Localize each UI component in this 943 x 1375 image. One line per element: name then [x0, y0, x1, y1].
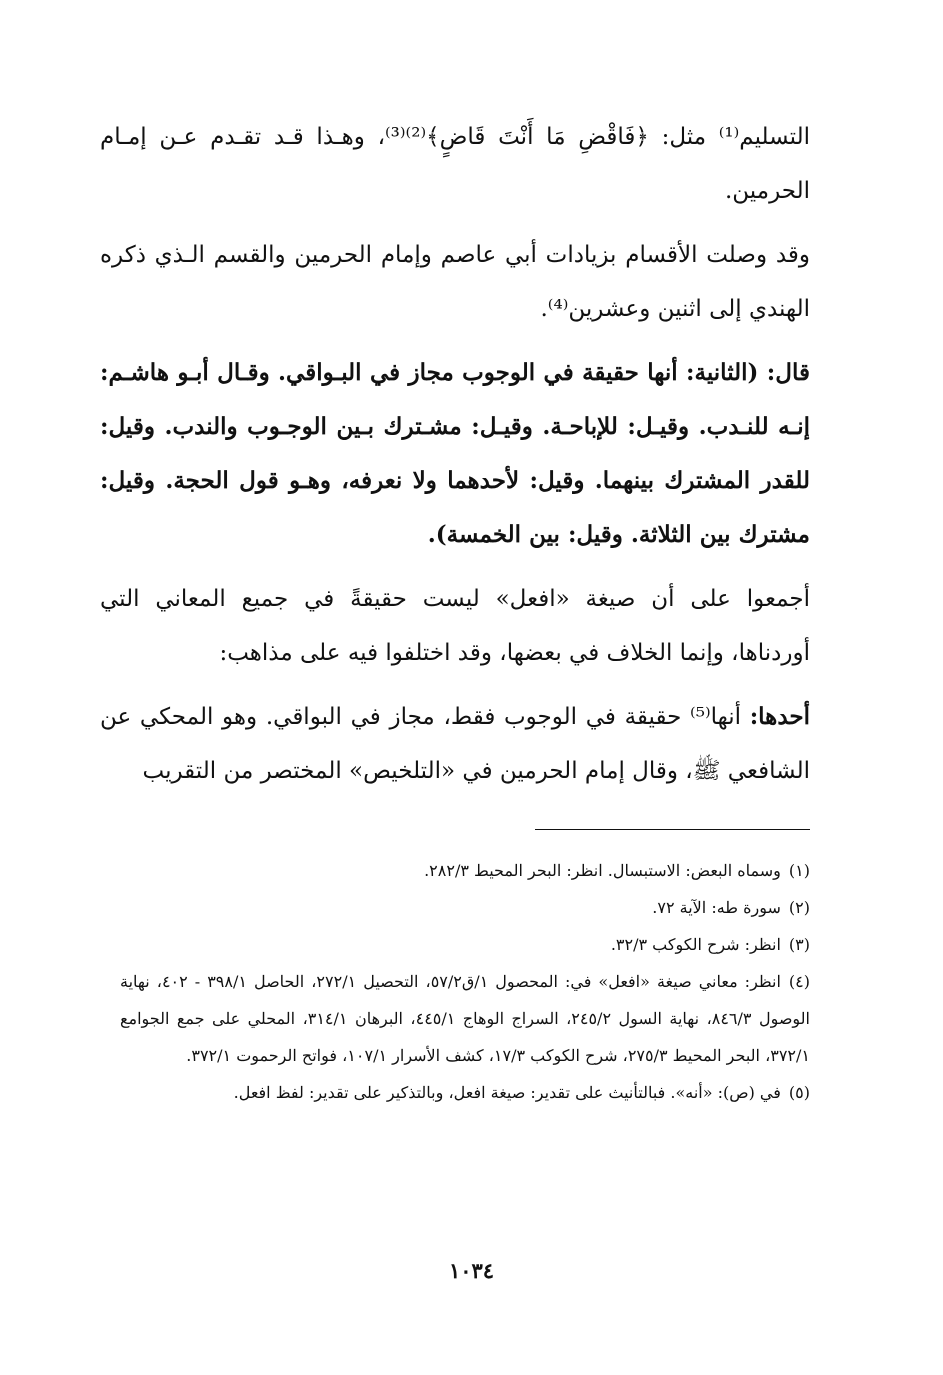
footnote-text: انظر: معاني صيغة «افعل» في: المحصول ١/ق٥٧/٢، التحصيل ٢٧٢/١، الحاصل ٣٩٨/١ - ٤٠٢، نهاية الوصول ٨٤٦/٣، نهاية السول ٢٤٥/٢، السراج الوهاج ٤٤٥/١، البرهان ٣١٤/١، المحلي على جمع الجوامع ٣٧٢/١، البحر المحيط ٢٧٥/٣، شرح الكوكب ١٧/٣، كشف الأسرار ١٠٧/١، فواتح الرحموت ٣٧٢/١. — [120, 972, 811, 1065]
page-number: ١٠٣٤ — [448, 1258, 495, 1283]
footnotes — [120, 852, 810, 1111]
footnote-5 — [120, 1074, 810, 1111]
paragraph-1: التسليم⁽¹⁾ مثل: ﴿فَاقْضِ مَا أَنْتَ قَاضٍ﴾⁽²⁾⁽³⁾، وهـذا قـد تقـدم عـن إمـام الحرمين. — [100, 124, 810, 204]
paragraph-5 — [100, 690, 810, 798]
footnote-number: (٥) — [788, 1083, 810, 1102]
main-text — [100, 110, 810, 798]
paragraph-5-body: أنها⁽⁵⁾ حقيقة في الوجوب فقط، مجاز في البواقي. وهو المحكي عن الشافعي ﷺ، وقال إمام الحرمين في «التلخيص» المختصر من التقريب — [100, 704, 810, 784]
footnote-text: سورة طه: الآية ٧٢. — [652, 898, 781, 917]
paragraph-2: وقد وصلت الأقسام بزيادات أبي عاصم وإمام الحرمين والقسم الـذي ذكره الهندي إلى اثنين وعشرين⁽⁴⁾. — [100, 242, 810, 322]
footnote-number: (٤) — [788, 972, 811, 991]
footnote-separator — [535, 829, 810, 830]
paragraph-3-quoted-matn: قال: (الثانية: أنها حقيقة في الوجوب مجاز في البـواقي. وقـال أبـو هاشـم: إنـه للنـدب. وقيـل: للإباحـة. وقيـل: مشـترك بـين الوجـوب والندب. وقيل: للقدر المشترك بينهما. وقيل: لأحدهما ولا نعرفه، وهـو قول الحجة. وقيل: مشترك بين الثلاثة. وقيل: بين الخمسة). — [100, 359, 810, 548]
paragraph-4: أجمعوا على أن صيغة «افعل» ليست حقيقةً في جميع المعاني التي أوردناها، وإنما الخلاف في بعضها، وقد اختلفوا فيه على مذاهب: — [100, 586, 810, 666]
footnote-text: انظر: شرح الكوكب ٣٢/٣. — [610, 935, 781, 954]
footnote-2 — [120, 889, 810, 926]
footnote-3 — [120, 926, 810, 963]
footnote-number: (٢) — [788, 898, 810, 917]
footnote-1 — [120, 852, 810, 889]
footnote-text: وسماه البعض: الاستبسال. انظر: البحر المحيط ٢٨٢/٣. — [424, 861, 781, 880]
paragraph-5-lead: أحدها: — [749, 703, 810, 730]
footnote-text: في (ص): «أنه». فبالتأنيث على تقدير: صيغة افعل، وبالتذكير على تقدير: لفظ افعل. — [233, 1083, 781, 1102]
footnote-number: (٣) — [788, 935, 810, 954]
footnote-4 — [120, 963, 810, 1074]
footnote-number: (١) — [788, 861, 810, 880]
